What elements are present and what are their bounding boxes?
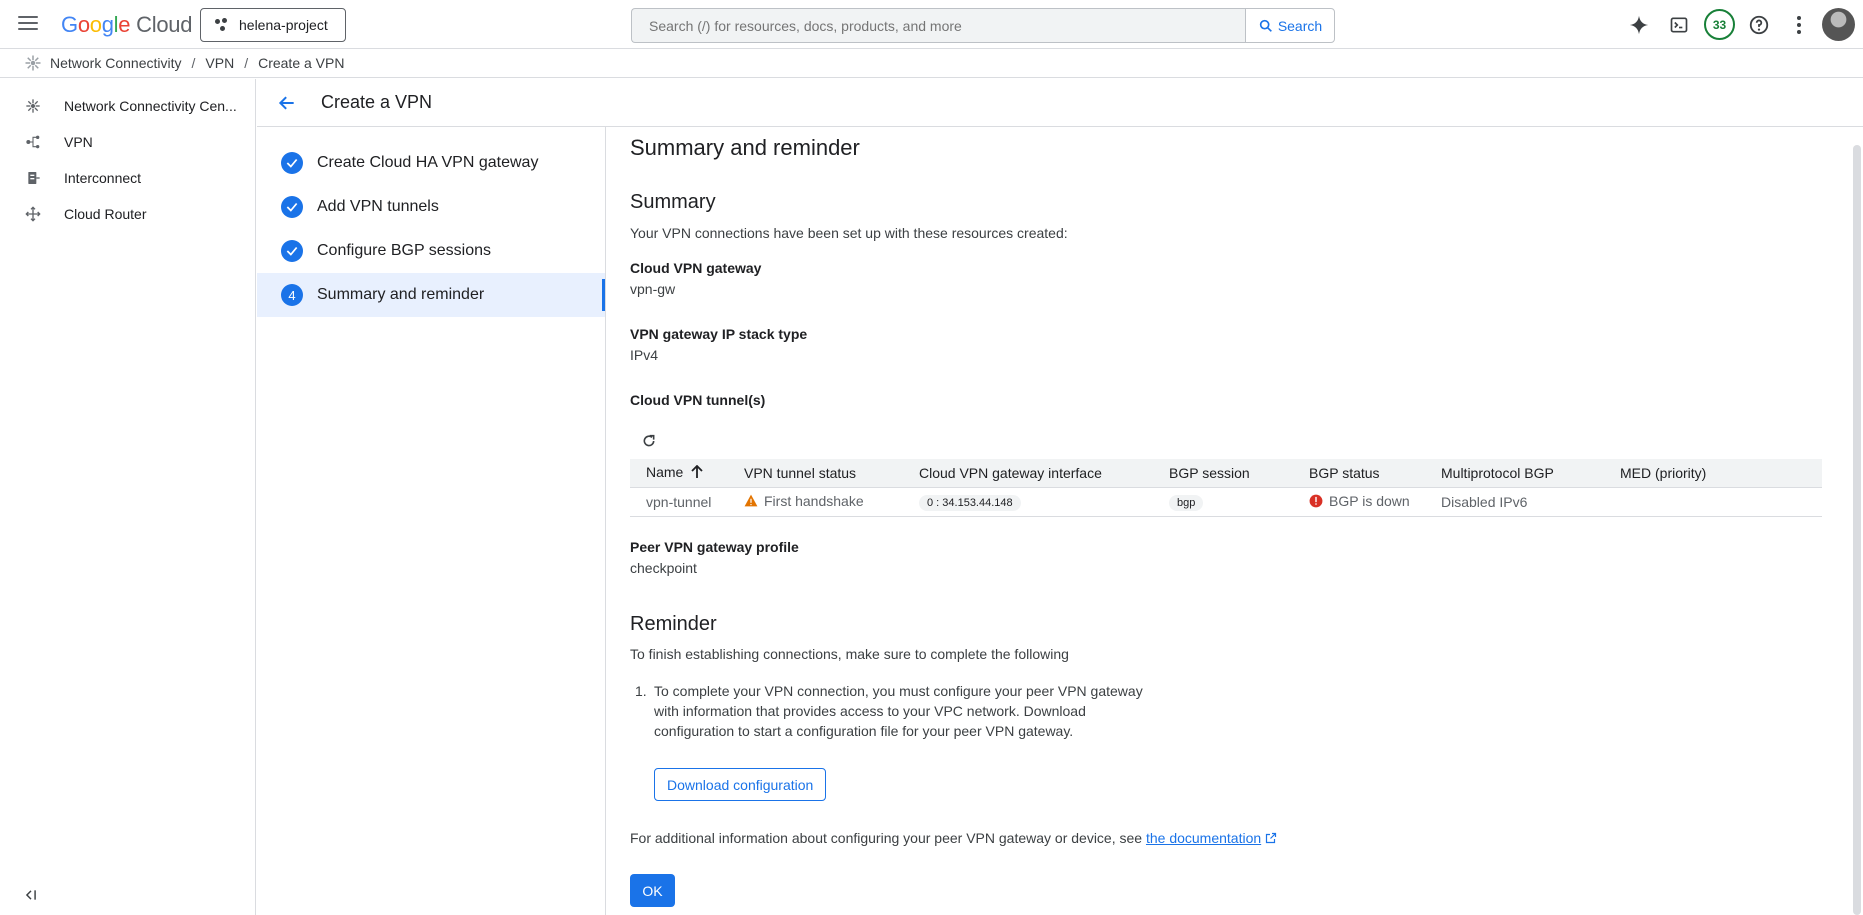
check-icon <box>281 240 303 262</box>
search-button-label: Search <box>1277 17 1323 34</box>
summary-heading: Summary <box>630 191 716 213</box>
account-avatar[interactable] <box>1822 8 1855 41</box>
reminder-line: To complete your VPN connection, you must configure your peer VPN gateway <box>654 683 1143 699</box>
collapse-sidebar-button[interactable] <box>24 888 38 905</box>
column-header-bgp-session: BGP session <box>1169 464 1250 481</box>
top-bar <box>0 0 1863 49</box>
search-button[interactable] <box>1245 8 1335 43</box>
help-icon[interactable] <box>1746 12 1772 38</box>
column-header-multiprotocol-bgp: Multiprotocol BGP <box>1441 464 1554 481</box>
reminder-heading: Reminder <box>630 613 717 635</box>
cell-multiprotocol-bgp: Disabled IPv6 <box>1425 487 1604 516</box>
step-label: Summary and reminder <box>317 286 485 303</box>
cell-med <box>1604 487 1822 516</box>
table-row <box>630 487 1822 516</box>
column-header-gateway-interface: Cloud VPN gateway interface <box>919 464 1102 481</box>
project-picker-button[interactable] <box>200 8 346 42</box>
breadcrumb-vpn[interactable]: VPN <box>205 55 235 71</box>
peer-gateway-value: checkpoint <box>630 560 697 576</box>
download-configuration-button[interactable]: Download configuration <box>654 768 826 801</box>
cell-tunnel-status: First handshake <box>728 487 903 516</box>
reminder-line: configuration to start a configuration file for your peer VPN gateway. <box>654 723 1074 739</box>
error-icon <box>1309 494 1323 508</box>
cell-bgp-status: BGP is down <box>1293 487 1425 516</box>
page-header <box>257 79 1863 127</box>
more-options-icon[interactable] <box>1786 12 1812 38</box>
google-cloud-logo[interactable] <box>61 12 192 38</box>
column-header-name[interactable]: Name <box>630 459 728 487</box>
breadcrumb-separator: / <box>191 55 196 71</box>
ok-button[interactable]: OK <box>630 874 675 907</box>
logo-google-text: Google <box>61 12 131 37</box>
warning-icon <box>744 494 758 507</box>
sidebar-item-network-connectivity-center[interactable] <box>0 88 255 124</box>
list-item-number: 1. <box>635 683 647 699</box>
router-icon <box>24 205 42 223</box>
sidebar-item-label: Network Connectivity Cen... <box>64 98 237 114</box>
hub-icon <box>24 97 42 115</box>
check-icon <box>281 152 303 174</box>
reminder-list <box>630 681 1170 741</box>
project-icon <box>215 18 229 32</box>
peer-gateway-label: Peer VPN gateway profile <box>630 539 799 555</box>
refresh-icon[interactable] <box>638 430 660 452</box>
tunnels-label: Cloud VPN tunnel(s) <box>630 392 766 408</box>
page-title: Create a VPN <box>321 92 433 112</box>
check-icon <box>281 196 303 218</box>
scrollbar[interactable] <box>1853 145 1861 915</box>
stack-type-value: IPv4 <box>630 347 659 363</box>
interface-chip: 0 : 34.153.44.148 <box>919 495 1021 511</box>
notifications-badge[interactable]: 33 <box>1704 9 1735 40</box>
cloud-shell-icon[interactable] <box>1666 12 1692 38</box>
interconnect-icon <box>24 169 42 187</box>
gateway-value: vpn-gw <box>630 281 676 297</box>
stack-type-label: VPN gateway IP stack type <box>630 326 808 342</box>
project-name: helena-project <box>239 17 328 33</box>
bgp-session-chip[interactable]: bgp <box>1169 495 1203 511</box>
breadcrumb-separator: / <box>244 55 249 71</box>
logo-cloud-text: Cloud <box>136 12 193 37</box>
cell-name[interactable]: vpn-tunnel <box>630 487 728 516</box>
back-arrow-icon[interactable] <box>275 91 299 115</box>
search-input[interactable] <box>631 8 1246 43</box>
cell-bgp-session <box>1153 487 1293 516</box>
main-content <box>630 127 1845 915</box>
sidebar-item-vpn[interactable] <box>0 124 255 160</box>
sidebar-item-label: Interconnect <box>64 170 142 186</box>
column-header-tunnel-status: VPN tunnel status <box>744 464 857 481</box>
step-label: Configure BGP sessions <box>317 242 492 259</box>
step-configure-bgp[interactable] <box>257 229 605 273</box>
reminder-line: with information that provides access to your VPC network. Download <box>654 703 1086 719</box>
table-header-row <box>630 459 1822 487</box>
step-label: Add VPN tunnels <box>317 198 439 215</box>
wizard-stepper <box>257 127 606 915</box>
sidebar-item-interconnect[interactable] <box>0 160 255 196</box>
sort-ascending-icon[interactable] <box>691 465 703 482</box>
cell-gateway-interface <box>903 487 1153 516</box>
step-label: Create Cloud HA VPN gateway <box>317 154 539 171</box>
breadcrumb-network-connectivity[interactable]: Network Connectivity <box>50 55 182 71</box>
sidebar-item-label: VPN <box>64 134 93 150</box>
step-create-gateway[interactable] <box>257 141 605 185</box>
sidebar-item-cloud-router[interactable] <box>0 196 255 232</box>
collapse-icon <box>24 888 38 902</box>
gateway-label: Cloud VPN gateway <box>630 260 762 276</box>
main-menu-icon[interactable] <box>18 16 38 32</box>
search-icon <box>1258 18 1274 34</box>
vpn-icon <box>24 133 42 151</box>
list-item <box>630 681 1170 741</box>
documentation-link[interactable]: the documentation <box>1145 830 1262 846</box>
section-heading: Summary and reminder <box>630 135 860 160</box>
network-connectivity-icon <box>24 54 42 72</box>
step-summary[interactable] <box>257 273 605 317</box>
sidebar-item-label: Cloud Router <box>64 206 147 222</box>
step-number: 4 <box>281 284 303 306</box>
summary-intro: Your VPN connections have been set up with these resources created: <box>630 225 1068 241</box>
tunnels-table <box>630 459 1822 517</box>
external-link-icon <box>1265 832 1277 844</box>
breadcrumb <box>0 49 1863 78</box>
breadcrumb-create-vpn: Create a VPN <box>258 55 345 71</box>
reminder-intro: To finish establishing connections, make sure to complete the following <box>630 646 1069 662</box>
footer-text: For additional information about configuring your peer VPN gateway or device, see the documentation <box>630 830 1277 846</box>
column-header-bgp-status: BGP status <box>1309 464 1380 481</box>
step-add-tunnels[interactable] <box>257 185 605 229</box>
gemini-sparkle-icon[interactable] <box>1626 12 1652 38</box>
column-header-med: MED (priority) <box>1620 464 1707 481</box>
left-sidebar <box>0 79 256 915</box>
